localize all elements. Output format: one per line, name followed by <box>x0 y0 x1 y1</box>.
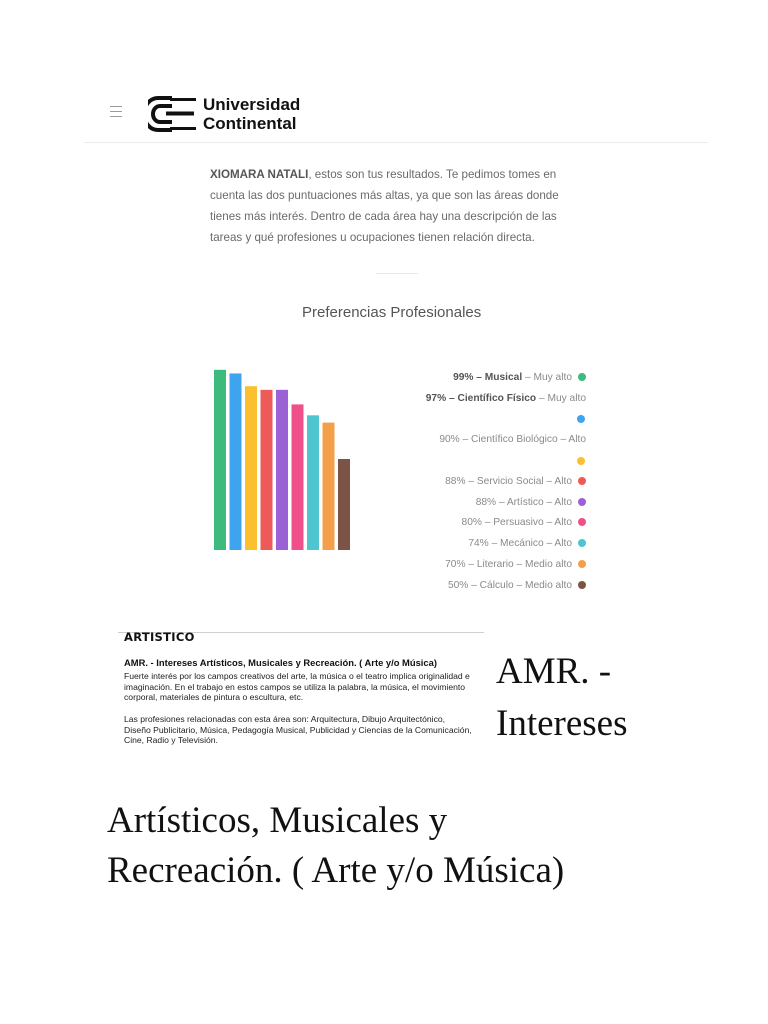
legend-dot <box>578 373 586 381</box>
section-divider <box>376 273 418 274</box>
bar-mecanico <box>307 415 319 550</box>
large-text-right <box>496 646 628 750</box>
scan-paragraph-2: Las profesiones relacionadas con esta área son: Arquitectura, Dibujo Arquitectónico, Diseño Publicitario, Música, Pedagogía Musical, Publicidad y Ciencias de la Comunicación, Cine, Radio y Televisión. <box>124 714 472 746</box>
legend-dot <box>578 560 586 568</box>
legend-tier: – Alto <box>543 517 572 528</box>
legend-dot <box>577 457 585 465</box>
legend-tier: – Alto <box>543 476 572 487</box>
legend-label: 97% – Científico Físico <box>425 393 537 404</box>
legend-label: 99% – Musical <box>453 372 523 383</box>
legend-dot <box>578 581 586 589</box>
intro-text: , estos son tus resultados. Te pedimos tomes en cuenta las dos puntuaciones más altas, ya que son las áreas donde tienes más interés. Dentro de cada área hay una descripción de las tareas y qué profesiones u ocupaciones tienen relación directa. <box>210 168 559 244</box>
bar-cientifico-biologico <box>245 386 257 550</box>
legend-tier: – Muy alto <box>522 372 572 383</box>
large-text-bottom-line-1: Artísticos, Musicales y <box>107 800 448 841</box>
legend-tier: – Medio alto <box>513 559 572 570</box>
legend-label: 90% – Científico Biológico <box>439 434 558 445</box>
large-text-right-line-1: AMR. - <box>496 651 612 692</box>
intro-paragraph <box>210 164 560 248</box>
legend-item-musical <box>453 372 586 383</box>
bar-artistico <box>276 390 288 550</box>
large-text-bottom-line-2: Recreación. ( Arte y/o Música) <box>107 850 565 891</box>
chart-legend <box>380 366 586 602</box>
bar-musical <box>214 370 226 550</box>
chart-title: Preferencias Profesionales <box>302 304 482 321</box>
legend-label: 88% – Servicio Social <box>445 476 544 487</box>
legend-label: 70% – Literario <box>445 559 514 570</box>
bar-cientifico-fisico <box>230 373 242 550</box>
large-text-right-line-2: Intereses <box>496 703 628 744</box>
legend-tier: – Alto <box>543 538 572 549</box>
legend-tier: – Muy alto <box>536 393 586 404</box>
legend-item-persuasivo <box>462 517 586 528</box>
legend-item-servicio-social <box>445 476 586 487</box>
logo-line-2: Continental <box>203 114 297 133</box>
scan-paragraph-1: Fuerte interés por los campos creativos del arte, la música o el teatro implica originalidad e imaginación. En el trabajo en estos campos se utiliza la palabra, la música, el movimiento corporal, materiales de pintura o escultura, etc. <box>124 671 470 703</box>
bar-chart <box>200 360 390 560</box>
logo-icon <box>148 95 198 133</box>
legend-item-cientifico-biologico <box>439 434 586 445</box>
user-name: XIOMARA NATALI <box>210 168 309 181</box>
bar-literario <box>323 423 335 550</box>
legend-tier: – Alto <box>543 497 572 508</box>
legend-dot <box>578 539 586 547</box>
legend-label: 50% – Cálculo <box>447 580 514 591</box>
legend-item-artistico <box>476 497 586 508</box>
bar-servicio-social <box>261 390 273 550</box>
bar-persuasivo <box>292 404 304 550</box>
logo-line-1: Universidad <box>203 95 301 114</box>
scan-subheading: AMR. - Intereses Artísticos, Musicales y Recreación. ( Arte y/o Música) <box>124 657 437 668</box>
header-divider <box>84 142 708 143</box>
scan-heading: ARTISTICO <box>124 630 195 644</box>
legend-dot <box>578 518 586 526</box>
legend-dot <box>578 498 586 506</box>
bar-calculo <box>338 459 350 550</box>
legend-item-mecanico <box>468 538 586 549</box>
legend-dot <box>577 415 585 423</box>
legend-label: 88% – Artístico <box>475 497 544 508</box>
legend-label: 74% – Mecánico <box>468 538 544 549</box>
menu-icon[interactable] <box>110 106 122 118</box>
legend-item-literario <box>445 559 586 570</box>
large-text-bottom <box>107 796 564 896</box>
legend-item-cientifico-fisico <box>426 393 586 404</box>
legend-item-calculo <box>448 580 586 591</box>
legend-dot <box>578 477 586 485</box>
legend-tier: – Medio alto <box>513 580 572 591</box>
legend-tier: – Alto <box>557 434 586 445</box>
legend-label: 80% – Persuasivo <box>461 517 544 528</box>
logo-text <box>203 95 300 133</box>
